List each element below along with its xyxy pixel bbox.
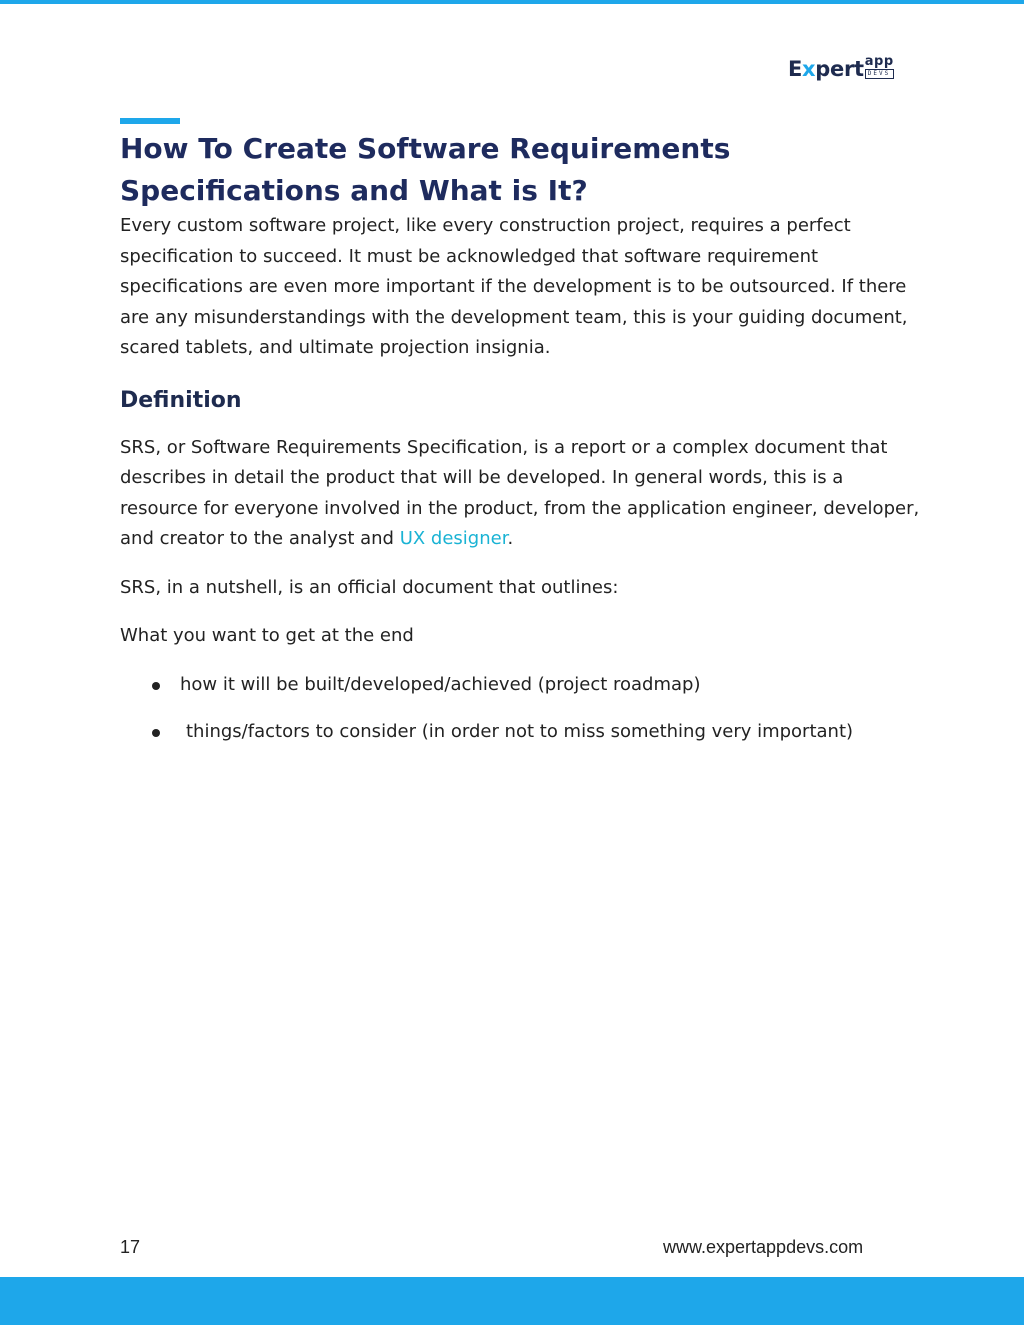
outline-list [120, 670, 920, 748]
logo-app-devs: app DEVS [864, 54, 894, 77]
title-accent-bar [120, 118, 180, 124]
logo-wordmark: Expert [788, 57, 864, 81]
page-title: How To Create Software Requirements Specifications and What is It? [120, 132, 731, 207]
list-item [120, 670, 920, 701]
end-goal-text: What you want to get at the end [120, 625, 414, 646]
bottom-accent-band [0, 1277, 1024, 1325]
footer-website: www.expertappdevs.com [663, 1237, 864, 1257]
top-accent-rule [0, 0, 1024, 4]
definition-heading: Definition [120, 387, 242, 413]
definition-paragraph [120, 433, 920, 555]
bullet-icon [152, 682, 160, 690]
ux-designer-link[interactable]: UX designer [399, 528, 508, 549]
list-item-text: how it will be built/developed/achieved (project roadmap) [180, 673, 701, 695]
list-item [120, 717, 920, 748]
outline-intro: SRS, in a nutshell, is an official document that outlines: [120, 576, 619, 598]
intro-paragraph: Every custom software project, like every construction project, requires a perfect specification to succeed. It must be acknowledged that software requirement specifications are even more important if the development is to be outsourced. If there are any misunderstandings with the development team, this is your guiding document, scared tablets, and ultimate projection insignia. [120, 215, 908, 358]
definition-end: . [507, 528, 514, 549]
bullet-icon [152, 729, 160, 737]
definition-text: SRS, or Software Requirements Specification, is a report or a complex document that describes in detail the product that will be developed. In general words, this is a resource for everyone involved in the product, from the application engineer, developer, and creator to the analyst and [120, 436, 920, 549]
document-body [120, 211, 920, 765]
page-number: 17 [120, 1237, 141, 1257]
expertappdevs-logo [788, 56, 894, 84]
list-item-text: things/factors to consider (in order not to miss something very important) [186, 721, 854, 742]
